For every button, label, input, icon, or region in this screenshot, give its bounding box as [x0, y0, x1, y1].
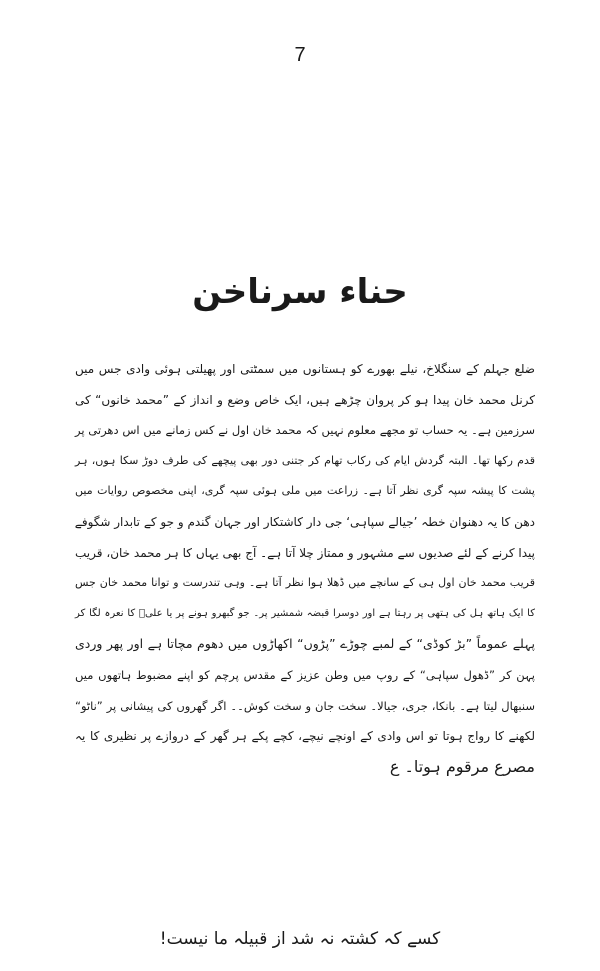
text-line: قدم رکھا تھا۔ البتہ گردش ایام کی رکاب تھام کر جتنی دور بھی پیچھے کی طرف دوڑ سکا ہوں، ہر: [75, 453, 535, 467]
text-line: کرنل محمد خان پیدا ہو کر پروان چڑھے ہیں، ایک خاص وضع و انداز کے ”محمد خانوں“ کی: [75, 392, 535, 407]
text-line: پہلے عموماً ”بڑ کوڈی“ کے لمبے چوڑے ”پڑوں“ اکھاڑوں میں دھوم مچاتا ہے اور پھر وردی: [75, 636, 535, 652]
text-line: سرزمین ہے۔ یہ حساب تو مجھے معلوم نہیں کہ محمد خان اول نے کس زمانے میں اس دھرتی پر: [75, 423, 535, 438]
persian-verse: کسے کہ کشتہ نہ شد از قبیلہ ما نیست!: [159, 929, 441, 949]
text-line: سنبھال لیتا ہے۔ بانکا، جری، جیالا۔ سخت جان و سخت کوش۔۔ اگر گھروں کی پیشانی پر ”ناٹو“: [75, 698, 535, 713]
text-line: دھن کا یہ دھنوان خطہ ’جیالے سپاہی‘ جی دار کاشتکار اور جہان گندم و جو کے تابدار شگوفے: [74, 514, 535, 529]
chapter-title: حناء سرناخن: [192, 272, 408, 312]
text-line: لکھنے کا رواج ہوتا تو اس وادی کے اونچے نیچے، کچے پکے ہر گھر کے دروازے پر نظیری کا یہ: [75, 729, 535, 744]
text-line: مصرع مرقوم ہوتا۔ ع: [389, 756, 535, 776]
text-line: پیدا کرنے کے لئے صدیوں سے مشہور و ممتاز چلا آتا ہے۔ آج بھی یہاں کا ہر محمد خان، قریب: [75, 545, 536, 560]
text-line: قریب محمد خان اول ہی کے سانچے میں ڈھلا ہوا نظر آتا ہے۔ وہی تندرست و توانا محمد خان جس: [75, 576, 535, 590]
text-line: پہن کر ”ڈھول سپاہی“ کے روپ میں وطن عزیز کے مقدس پرچم کو اپنے مضبوط ہاتھوں میں: [75, 667, 535, 682]
text-line: ضلع جہلم کے سنگلاخ، نیلے بھورے کو ہستانوں میں سمٹتی اور پھیلتی ہوئی وادی جس میں: [75, 362, 535, 376]
page-number: 7: [294, 44, 306, 66]
text-line: پشت کا پیشہ سپہ گری نظر آتا ہے۔ زراعت میں ملی ہوئی سپہ گری، اپنی مخصوص روایات میں: [75, 484, 535, 498]
text-line: کا ایک ہاتھ ہل کی ہتھی پر رہتا ہے اور دوسرا قبضہ شمشیر پر۔ جو گبھرو ہونے پر یا علیؑ کا نعرہ لگا کر: [75, 607, 535, 619]
body-paragraph: [75, 354, 535, 782]
